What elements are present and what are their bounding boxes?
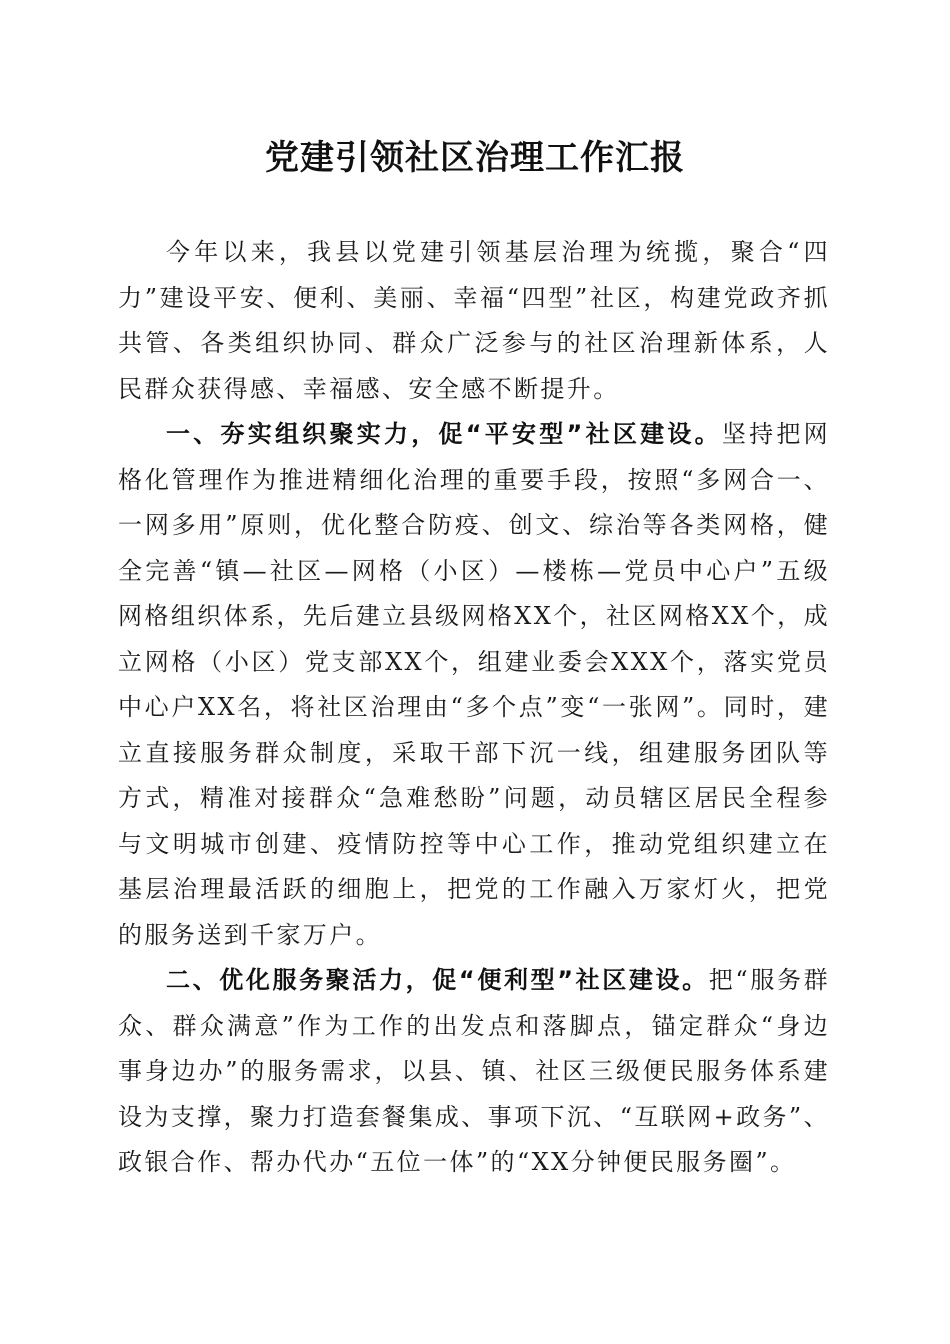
paragraph-section-1	[118, 412, 830, 958]
document-body	[118, 230, 830, 1186]
section-heading: 二、优化服务聚活力，促“便利型”社区建设。	[166, 966, 709, 994]
section-heading: 一、夯实组织聚实力，促“平安型”社区建设。	[166, 420, 722, 448]
paragraph-text: 把“服务群众、群众满意”作为工作的出发点和落脚点，锚定群众“身边事身边办”的服务需求，以县、镇、社区三级便民服务体系建设为支撑，聚力打造套餐集成、事项下沉、“互联网+政务”、政银合作、帮办代办“五位一体”的“XX分钟便民服务圈”。	[118, 966, 830, 1176]
paragraph-text: 今年以来，我县以党建引领基层治理为统揽，聚合“四力”建设平安、便利、美丽、幸福“四型”社区，构建党政齐抓共管、各类组织协同、群众广泛参与的社区治理新体系，人民群众获得感、幸福感、安全感不断提升。	[118, 238, 830, 403]
document-title: 党建引领社区治理工作汇报	[265, 138, 685, 178]
paragraph-intro	[118, 230, 830, 412]
paragraph-text: 坚持把网格化管理作为推进精细化治理的重要手段，按照“多网合一、一网多用”原则，优化整合防疫、创文、综治等各类网格，健全完善“镇—社区—网格（小区）—楼栋—党员中心户”五级网格组织体系，先后建立县级网格XX个，社区网格XX个，成立网格（小区）党支部XX个，组建业委会XXX个，落实党员中心户XX名，将社区治理由“多个点”变“一张网”。同时，建立直接服务群众制度，采取干部下沉一线，组建服务团队等方式，精准对接群众“急难愁盼”问题，动员辖区居民全程参与文明城市创建、疫情防控等中心工作，推动党组织建立在基层治理最活跃的细胞上，把党的工作融入万家灯火，把党的服务送到千家万户。	[118, 420, 830, 949]
paragraph-section-2	[118, 958, 830, 1186]
